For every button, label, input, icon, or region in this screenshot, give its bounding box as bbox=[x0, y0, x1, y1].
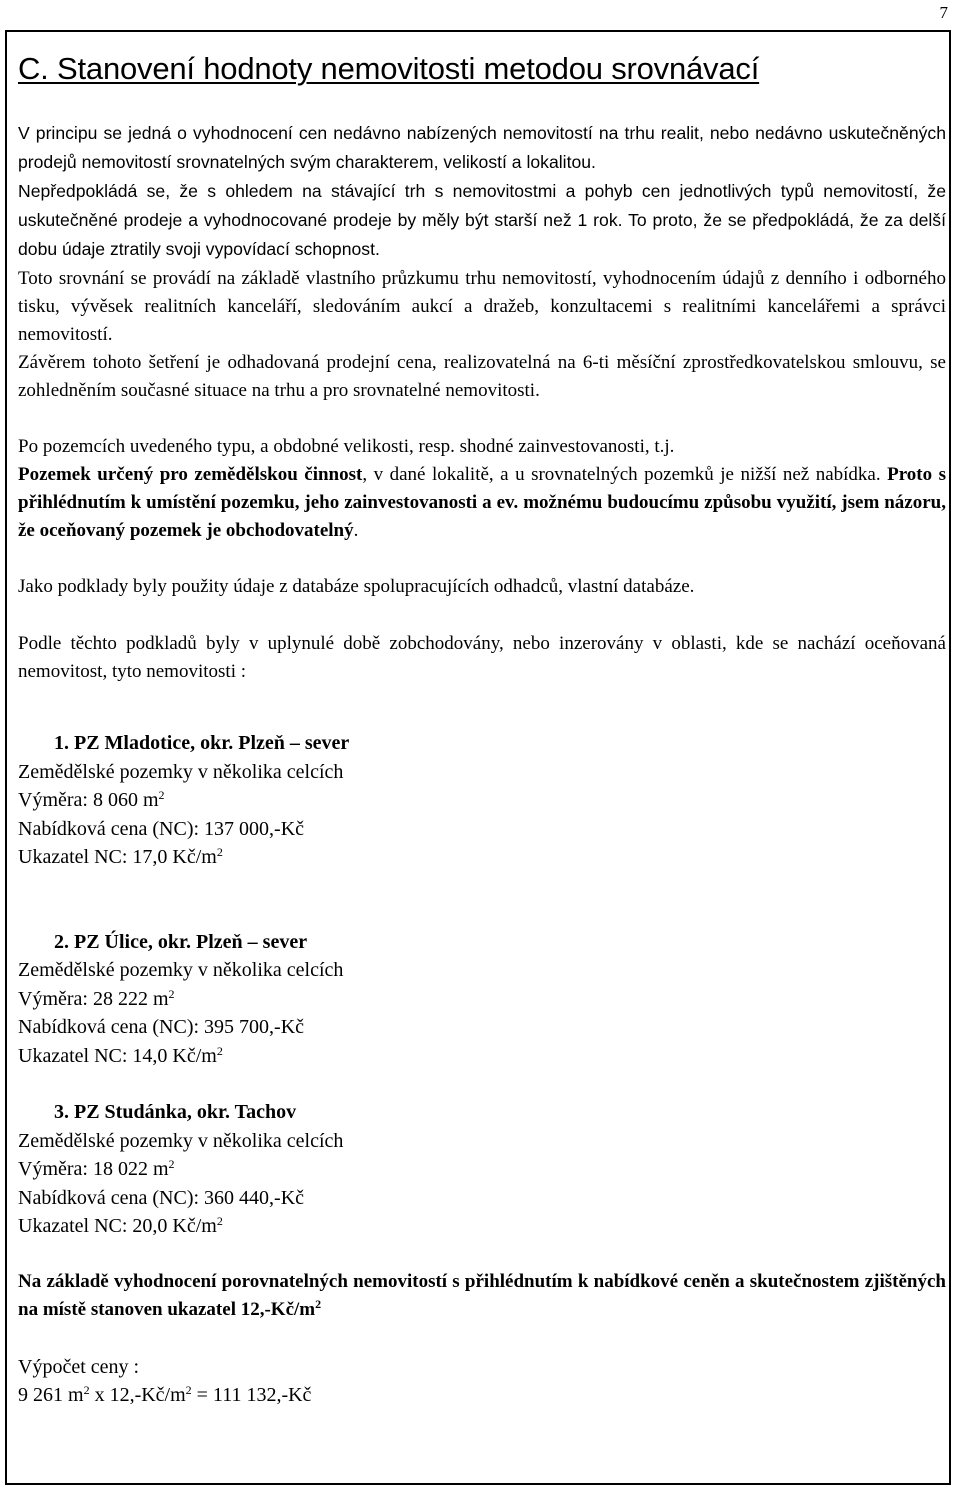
superscript-2: 2 bbox=[216, 1043, 223, 1058]
calculation-area: 9 261 m bbox=[18, 1384, 84, 1406]
assessment-line-1: Po pozemcích uvedeného typu, a obdobné velikosti, resp. shodné zainvestovanosti, t.j. bbox=[18, 436, 675, 457]
property-2-type: Zemědělské pozemky v několika celcích bbox=[18, 959, 344, 981]
price-calculation bbox=[18, 1353, 946, 1410]
property-2-area-text: Výměra: 28 222 m bbox=[18, 987, 169, 1010]
property-2 bbox=[18, 928, 946, 1071]
property-1-type: Zemědělské pozemky v několika celcích bbox=[18, 760, 344, 783]
section-title: C. Stanovení hodnoty nemovitosti metodou srovnávací bbox=[18, 51, 760, 86]
property-1-heading: 1. PZ Mladotice, okr. Plzeň – sever bbox=[54, 732, 350, 754]
calculation-label: Výpočet ceny : bbox=[18, 1355, 140, 1378]
property-1-indicator-text: Ukazatel NC: 17,0 Kč/m bbox=[18, 846, 217, 868]
superscript-2: 2 bbox=[185, 1383, 192, 1397]
superscript-2: 2 bbox=[168, 986, 175, 1001]
property-3-price: Nabídková cena (NC): 360 440,-Kč bbox=[18, 1186, 305, 1209]
superscript-2: 2 bbox=[315, 1296, 322, 1311]
property-1-area bbox=[18, 786, 946, 815]
property-3-indicator bbox=[18, 1212, 946, 1241]
property-3-type: Zemědělské pozemky v několika celcích bbox=[18, 1129, 344, 1152]
superscript-2: 2 bbox=[216, 1214, 223, 1228]
document-body bbox=[18, 47, 946, 1410]
property-2-indicator-text: Ukazatel NC: 14,0 Kč/m bbox=[18, 1044, 217, 1067]
intro-section bbox=[18, 119, 946, 264]
property-3-area bbox=[18, 1155, 946, 1184]
property-1-indicator bbox=[18, 843, 946, 872]
property-3-area-text: Výměra: 18 022 m bbox=[18, 1158, 169, 1180]
property-3-heading: 3. PZ Studánka, okr. Tachov bbox=[54, 1101, 297, 1123]
calculation-result: = 111 132,-Kč bbox=[191, 1384, 312, 1406]
intro-paragraph-1: V principu se jedná o vyhodnocení cen nedávno nabízených nemovitostí na trhu realit, nebo nedávno uskutečněných prodejů nemovitostí srovnatelných svým charakterem, velikostí a lokalitou. bbox=[18, 123, 946, 172]
assessment-paragraph bbox=[18, 433, 946, 545]
conclusion-text: Na základě vyhodnocení porovnatelných nemovitostí s přihlédnutím k nabídkové ceněn a skutečnostem zjištěných na místě stanoven ukazatel 12,-Kč/m bbox=[18, 1270, 946, 1320]
property-2-indicator bbox=[18, 1042, 946, 1071]
method-section bbox=[18, 265, 946, 405]
calculation-rate: x 12,-Kč/m bbox=[89, 1384, 186, 1406]
conclusion-paragraph bbox=[18, 1268, 946, 1324]
sources-paragraph: Jako podklady byly použity údaje z databáze spolupracujících odhadců, vlastní databáze. bbox=[18, 576, 695, 597]
property-1-area-text: Výměra: 8 060 m bbox=[18, 789, 159, 811]
assessment-line-2 bbox=[18, 461, 946, 545]
property-1 bbox=[18, 729, 946, 872]
property-2-price: Nabídková cena (NC): 395 700,-Kč bbox=[18, 1016, 305, 1038]
calculation-formula bbox=[18, 1381, 946, 1410]
assessment-text-1: , v dané lokalitě, a u srovnatelných pozemků je nižší než nabídka. bbox=[362, 464, 888, 485]
page-number: 7 bbox=[939, 3, 948, 22]
superscript-2: 2 bbox=[168, 1157, 175, 1171]
assessment-bold-2: Proto s přihlédnutím k umístění pozemku, jeho zainvestovanosti a ev. možnému budoucímu způsobu využití, jsem názoru, že oceňovaný pozemek je obchodovatelný bbox=[18, 464, 946, 541]
property-2-heading: 2. PZ Úlice, okr. Plzeň – sever bbox=[54, 930, 308, 953]
assessment-text-2: . bbox=[353, 520, 359, 541]
intro-paragraph-2: Nepředpokládá se, že s ohledem na stávající trh s nemovitostmi a pohyb cen jednotlivých typů nemovitostí, že uskutečněné prodeje a vyhodnocované prodeje by měly být starší než 1 rok. To proto, že se předpokládá, že za delší dobu údaje ztratily svoji vypovídací schopnost. bbox=[18, 181, 946, 259]
superscript-2: 2 bbox=[83, 1383, 90, 1397]
property-2-area bbox=[18, 985, 946, 1014]
property-3-indicator-text: Ukazatel NC: 20,0 Kč/m bbox=[18, 1215, 217, 1237]
basis-paragraph: Podle těchto podkladů byly v uplynulé době zobchodovány, nebo inzerovány v oblasti, kde se nachází oceňovaná nemovitost, tyto nemovitosti : bbox=[18, 633, 946, 682]
superscript-2: 2 bbox=[158, 788, 165, 802]
property-1-price: Nabídková cena (NC): 137 000,-Kč bbox=[18, 817, 305, 840]
property-3 bbox=[18, 1098, 946, 1241]
method-paragraph-1: Toto srovnání se provádí na základě vlastního průzkumu trhu nemovitostí, vyhodnocením údajů z denního i odborného tisku, vývěsek realitních kanceláří, sledováním aukcí a dražeb, konzultacemi s realitními kancelářemi a správci nemovitostí. bbox=[18, 268, 946, 345]
method-paragraph-2: Závěrem tohoto šetření je odhadovaná prodejní cena, realizovatelná na 6-ti měsíční zprostředkovatelskou smlouvu, se zohledněním současné situace na trhu a pro srovnatelné nemovitosti. bbox=[18, 352, 946, 401]
assessment-bold-1: Pozemek určený pro zemědělskou činnost bbox=[18, 464, 363, 485]
superscript-2: 2 bbox=[216, 845, 223, 859]
